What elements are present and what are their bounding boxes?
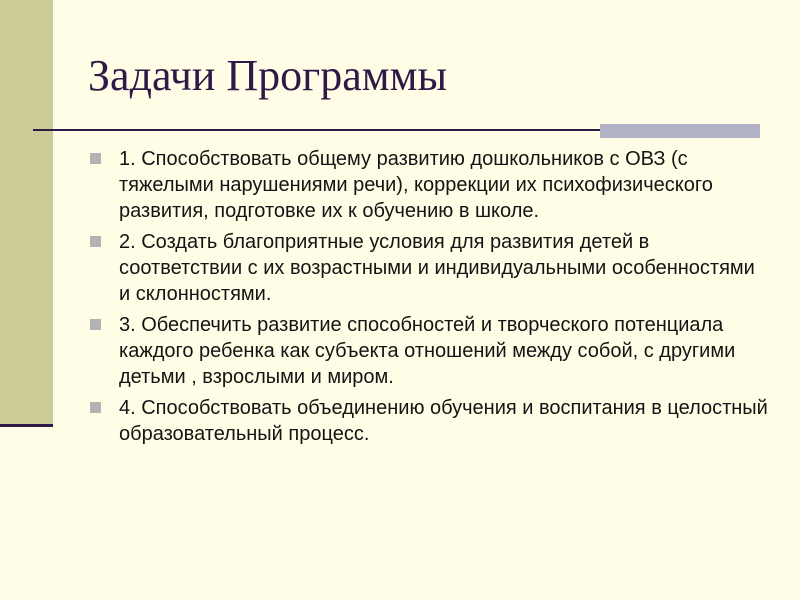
task-item-1 [88, 146, 768, 224]
title-divider-accent [600, 124, 760, 138]
task-item-2 [88, 229, 768, 307]
left-accent-bar [0, 0, 53, 425]
task-item-text: 3. Обеспечить развитие способностей и творческого потенциала каждого ребенка как субъекта отношений между собой, с другими детьми , взрослыми и миром. [119, 314, 736, 388]
task-list [88, 146, 768, 452]
task-item-text: 4. Способствовать объединению обучения и воспитания в целостный образовательный процесс. [119, 397, 768, 445]
task-item-4 [88, 395, 768, 447]
square-bullet-icon [90, 153, 101, 164]
square-bullet-icon [90, 236, 101, 247]
left-accent-bar-edge [0, 424, 53, 427]
task-item-text: 2. Создать благоприятные условия для развития детей в соответствии с их возрастными и индивидуальными особенностями и склонностями. [119, 231, 755, 305]
task-item-text: 1. Способствовать общему развитию дошкольников с ОВЗ (с тяжелыми нарушениями речи), коррекции их психофизического развития, подготовке их к обучению в школе. [119, 148, 713, 222]
task-item-3 [88, 312, 768, 390]
square-bullet-icon [90, 402, 101, 413]
square-bullet-icon [90, 319, 101, 330]
slide-title: Задачи Программы [88, 51, 448, 100]
